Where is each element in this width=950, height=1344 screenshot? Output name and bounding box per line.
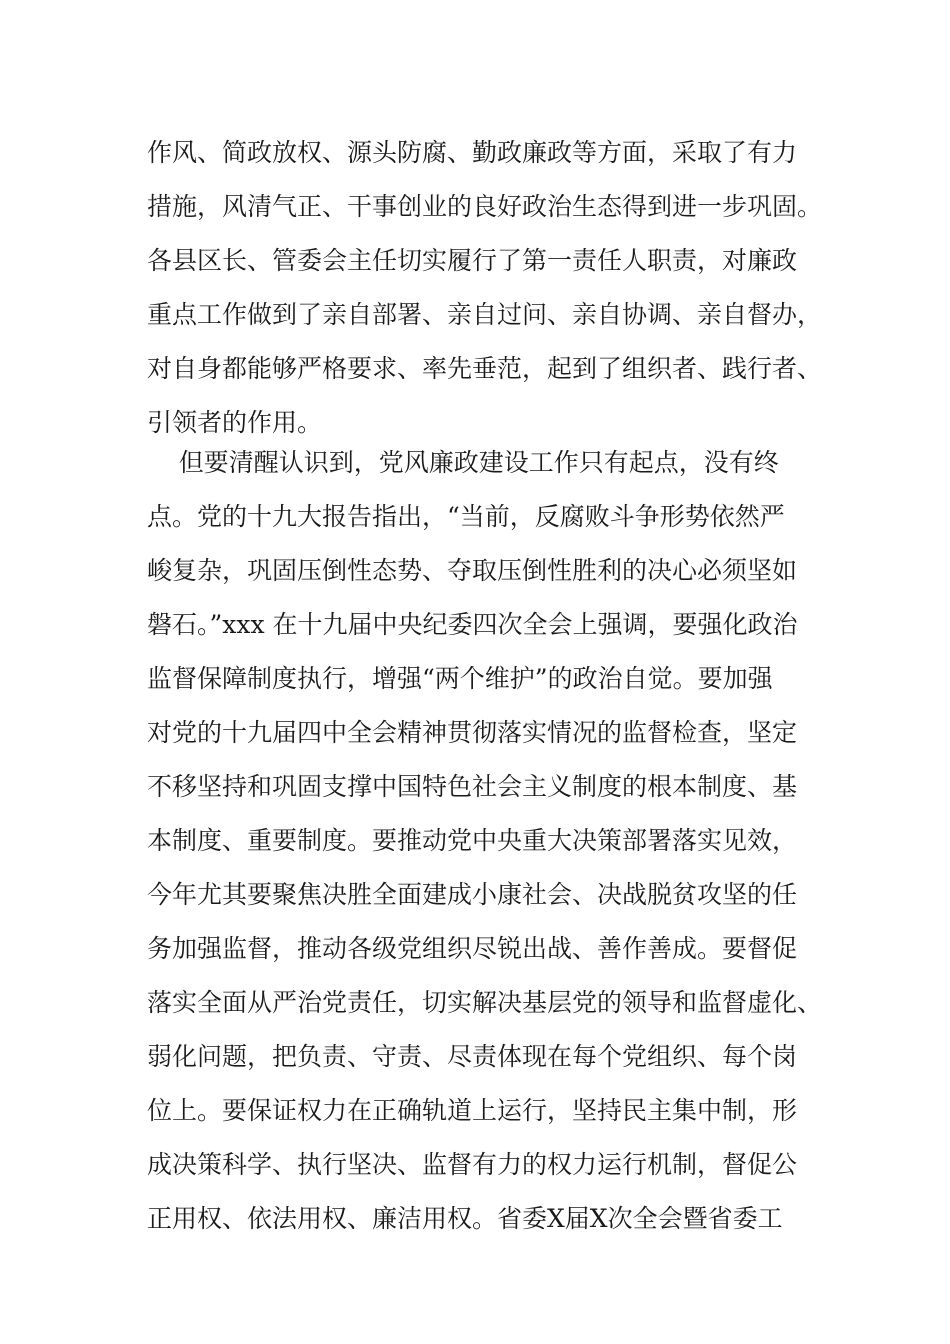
- text-line: 对党的十九届四中全会精神贯彻落实情况的监督检查，坚定: [147, 718, 798, 747]
- text-line: 本制度、重要制度。要推动党中央重大决策部署落实见效，: [147, 826, 798, 855]
- text-line: 监督保障制度执行，增强“两个维护”的政治自觉。要加强: [147, 664, 773, 693]
- text-line: 磐石。”xxx 在十九届中央纪委四次全会上强调，要强化政治: [147, 610, 798, 639]
- text-line: 作风、简政放权、源头防腐、勤政廉政等方面，采取了有力: [147, 138, 798, 167]
- text-line: 正用权、依法用权、廉洁用权。省委X届X次全会暨省委工: [147, 1204, 783, 1233]
- text-line: 弱化问题，把负责、守责、尽责体现在每个党组织、每个岗: [147, 1042, 798, 1071]
- text-line: 引领者的作用。: [147, 408, 323, 437]
- text-line: 今年尤其要聚焦决胜全面建成小康社会、决战脱贫攻坚的任: [147, 880, 798, 909]
- text-line: 各县区长、管委会主任切实履行了第一责任人职责，对廉政: [147, 246, 798, 275]
- text-line: 但要清醒认识到，党风廉政建设工作只有起点，没有终: [147, 448, 779, 477]
- text-line: 不移坚持和巩固支撑中国特色社会主义制度的根本制度、基: [147, 772, 798, 801]
- paragraph-1: [147, 126, 823, 450]
- text-line: 务加强监督，推动各级党组织尽锐出战、善作善成。要督促: [147, 934, 798, 963]
- text-line: 重点工作做到了亲自部署、亲自过问、亲自协调、亲自督办，: [147, 300, 823, 329]
- text-line: 点。党的十九大报告指出，“当前，反腐败斗争形势依然严: [147, 502, 785, 531]
- text-line: 位上。要保证权力在正确轨道上运行，坚持民主集中制，形: [147, 1096, 798, 1125]
- text-line: 措施，风清气正、干事创业的良好政治生态得到进一步巩固。: [147, 192, 823, 221]
- text-line: 落实全面从严治党责任，切实解决基层党的领导和监督虚化、: [147, 988, 823, 1017]
- paragraph-2: [147, 436, 823, 1246]
- text-line: 峻复杂，巩固压倒性态势、夺取压倒性胜利的决心必须坚如: [147, 556, 798, 585]
- text-line: 对自身都能够严格要求、率先垂范，起到了组织者、践行者、: [147, 354, 823, 383]
- text-line: 成决策科学、执行坚决、监督有力的权力运行机制，督促公: [147, 1150, 798, 1179]
